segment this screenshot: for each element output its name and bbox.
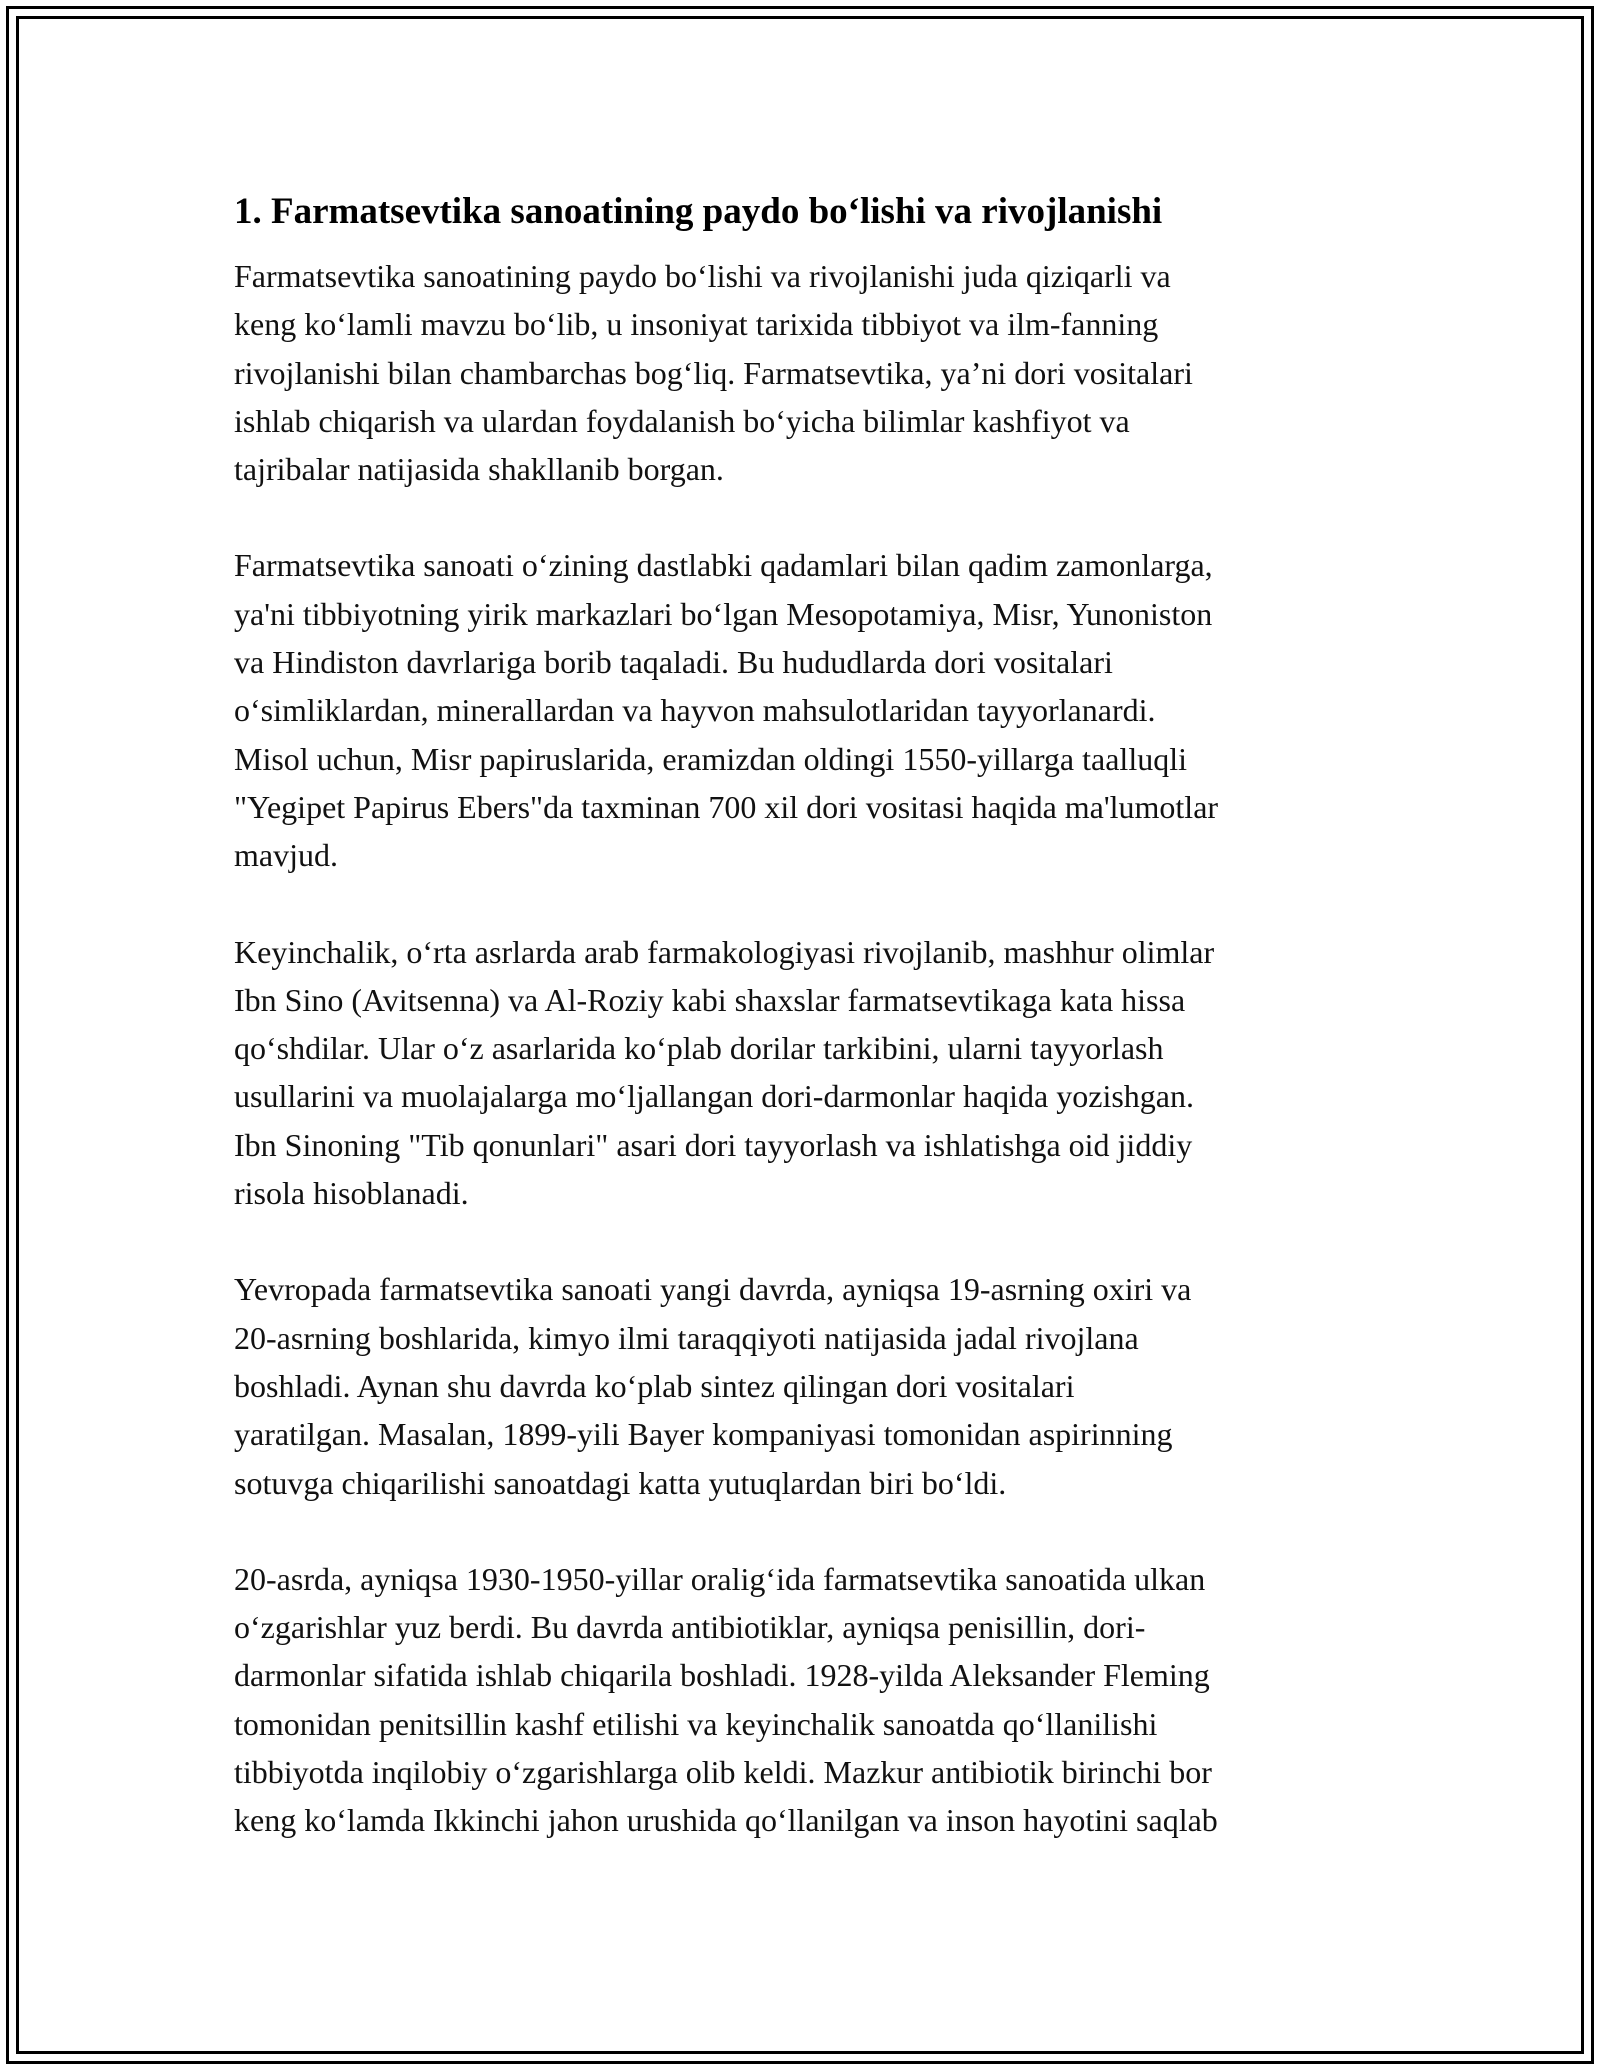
text-line: usullarini va muolajalarga mo‘ljallangan dori-darmonlar haqida yozishgan. — [234, 1078, 1194, 1115]
text-line: tibbiyotda inqilobiy o‘zgarishlarga olib keldi. Mazkur antibiotik birinchi bor — [234, 1754, 1212, 1791]
text-line: rivojlanishi bilan chambarchas bog‘liq. Farmatsevtika, ya’ni dori vositalari — [234, 354, 1193, 391]
text-line: o‘zgarishlar yuz berdi. Bu davrda antibiotiklar, ayniqsa penisillin, dori- — [234, 1609, 1146, 1646]
document-body — [234, 188, 1374, 1893]
text-line: tajribalar natijasida shakllanib borgan. — [234, 451, 724, 488]
text-line: Keyinchalik, o‘rta asrlarda arab farmakologiyasi rivojlanib, mashhur olimlar — [234, 933, 1215, 970]
paragraph-3 — [234, 928, 1374, 1218]
text-line: keng ko‘lamda Ikkinchi jahon urushida qo‘llanilgan va inson hayotini saqlab — [234, 1802, 1218, 1839]
text-line: Farmatsevtika sanoatining paydo bo‘lishi va rivojlanishi juda qiziqarli va — [234, 258, 1171, 294]
paragraph-5 — [234, 1555, 1374, 1845]
paragraph-4 — [234, 1265, 1374, 1506]
text-line: 20-asrda, ayniqsa 1930-1950-yillar oralig‘ida farmatsevtika sanoatida ulkan — [234, 1560, 1206, 1597]
text-line: qo‘shdilar. Ular o‘z asarlarida ko‘plab dorilar tarkibini, ularni tayyorlash — [234, 1030, 1164, 1067]
text-line: o‘simliklardan, minerallardan va hayvon mahsulotlaridan tayyorlanardi. — [234, 692, 1156, 729]
paragraph-1 — [234, 252, 1374, 493]
text-line: boshladi. Aynan shu davrda ko‘plab sintez qilingan dori vositalari — [234, 1367, 1075, 1404]
text-line: ya'ni tibbiyotning yirik markazlari bo‘lgan Mesopotamiya, Misr, Yunoniston — [234, 595, 1213, 632]
text-line: Yevropada farmatsevtika sanoati yangi davrda, ayniqsa 19-asrning oxiri va — [234, 1271, 1192, 1308]
text-line: sotuvga chiqarilishi sanoatdagi katta yutuqlardan biri bo‘ldi. — [234, 1464, 1007, 1501]
text-line: darmonlar sifatida ishlab chiqarila boshladi. 1928-yilda Aleksander Fleming — [234, 1657, 1210, 1694]
text-line: risola hisoblanadi. — [234, 1175, 469, 1212]
section-heading: 1. Farmatsevtika sanoatining paydo bo‘lishi va rivojlanishi — [234, 191, 1163, 232]
text-line: Ibn Sinoning "Tib qonunlari" asari dori tayyorlash va ishlatishga oid jiddiy — [234, 1126, 1193, 1163]
text-line: keng ko‘lamli mavzu bo‘lib, u insoniyat tarixida tibbiyot va ilm-fanning — [234, 306, 1159, 343]
text-line: yaratilgan. Masalan, 1899-yili Bayer kompaniyasi tomonidan aspirinning — [234, 1416, 1173, 1453]
text-line: tomonidan penitsillin kashf etilishi va keyinchalik sanoatda qo‘llanilishi — [234, 1705, 1158, 1742]
text-line: Misol uchun, Misr papiruslarida, eramizdan oldingi 1550-yillarga taalluqli — [234, 740, 1187, 777]
text-line: "Yegipet Papirus Ebers"da taxminan 700 xil dori vositasi haqida ma'lumotlar — [234, 788, 1219, 825]
text-line: ishlab chiqarish va ulardan foydalanish bo‘yicha bilimlar kashfiyot va — [234, 402, 1130, 439]
text-line: Farmatsevtika sanoati o‘zining dastlabki qadamlari bilan qadim zamonlarga, — [234, 547, 1213, 584]
text-line: va Hindiston davrlariga borib taqaladi. Bu hududlarda dori vositalari — [234, 644, 1113, 681]
text-line: 20-asrning boshlarida, kimyo ilmi taraqqiyoti natijasida jadal rivojlana — [234, 1319, 1139, 1356]
text-line: Ibn Sino (Avitsenna) va Al-Roziy kabi shaxslar farmatsevtikaga kata hissa — [234, 981, 1186, 1018]
paragraph-2 — [234, 541, 1374, 879]
text-line: mavjud. — [234, 837, 338, 874]
